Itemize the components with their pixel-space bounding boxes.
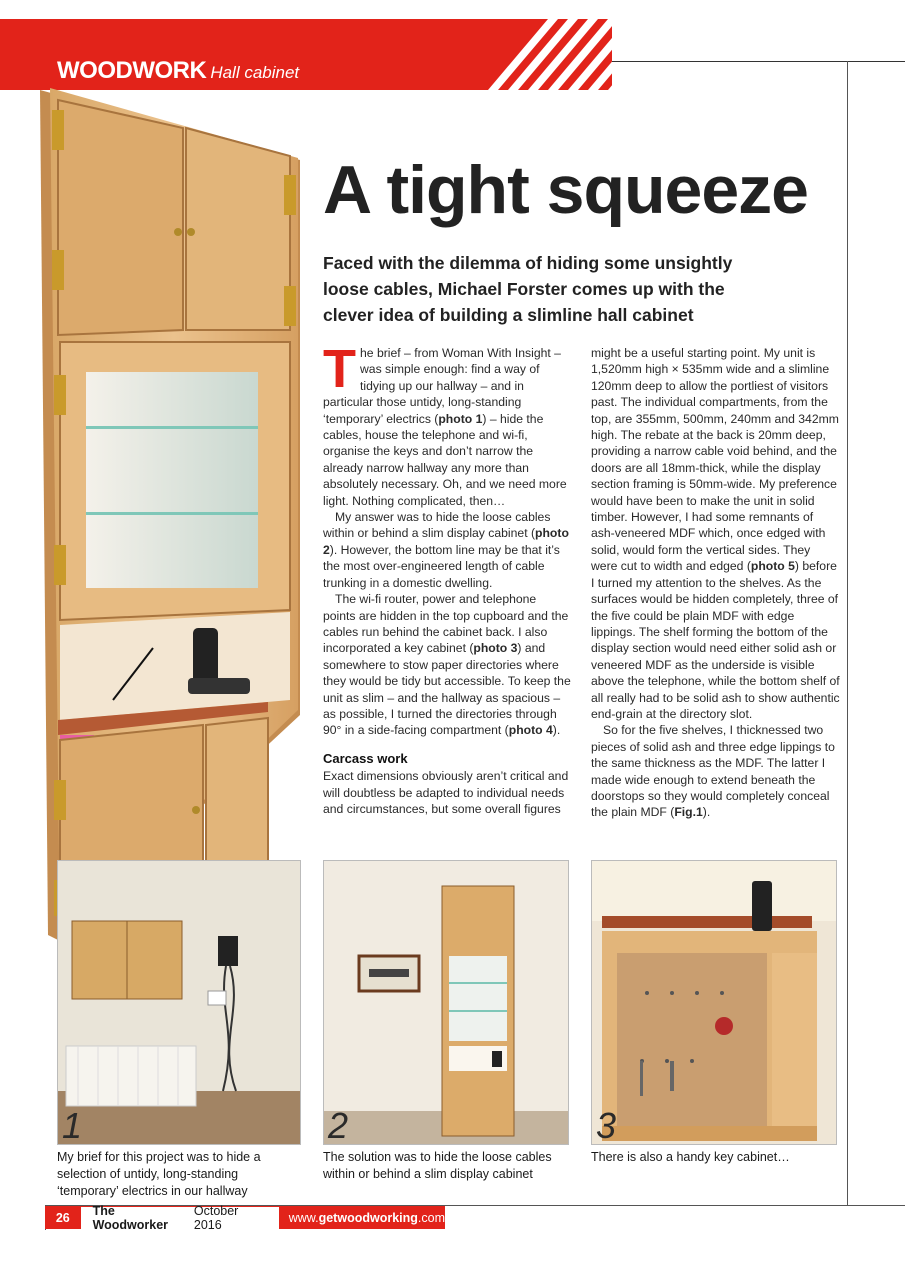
right-margin-rule [847,61,848,1206]
text-run: ). [702,805,711,820]
photo-1-caption: My brief for this project was to hide a selection of untidy, long-standing ‘temporary’ electrics in our hallway [57,1150,261,1198]
photo-reference: photo 4 [508,723,553,738]
photo-reference: photo 1 [438,411,483,426]
article-standfirst: Faced with the dilemma of hiding some unsightly loose cables, Michael Forster comes up with the clever idea of building a slimline hall cabinet [323,253,733,325]
article-title: A tight squeeze [323,152,808,228]
text-run: The wi-fi router, power and telephone points are hidden in the top cupboard and the cables run behind the cabinet back. I also incorporated a key cabinet ( [323,592,569,656]
photo-3-caption: There is also a handy key cabinet… [591,1150,790,1164]
subheading [323,751,571,767]
text-run: he brief – from Woman With Insight – was simple enough: find a way of tidying up our hallway – and in particular those untidy, long-standing ‘temporary’ electrics ( [323,346,561,426]
body-paragraph [323,509,571,591]
website-suffix: .com [417,1210,445,1225]
body-column-1 [323,339,571,817]
magazine-issue: October 2016 [193,1203,239,1232]
body-paragraph [323,591,571,739]
magazine-credit [81,1203,279,1232]
photo-2-image [324,861,569,1145]
photo-reference: photo 3 [473,641,518,656]
photo-2 [323,860,569,1145]
section-label: WOODWORK [57,57,207,84]
subsection-label: Hall cabinet [210,63,300,82]
body-paragraph [323,339,571,509]
photo-3-image [592,861,837,1145]
text-run: ) – hide the cables, house the telephone and wi-fi, organise the keys and don’t narrow the already narrow hallway any more than absolutely necessary. Oh, and we need more light. Nothing complicated, then… [323,411,567,508]
text-run: So for the five shelves, I thicknessed two pieces of solid ash and three edge lippings to the same thickness as the MDF. The latter I made wide enough to extend beneath the doorstops so they would completely conceal the plain MDF ( [591,723,835,820]
body-column-2 [591,345,840,821]
header-rule [612,61,905,62]
body-paragraph [591,345,840,722]
text-run: Exact dimensions obviously aren’t critical and will doubtless be adapted to individual needs and circumstances, but some overall figures [323,769,569,816]
magazine-name: The Woodworker [92,1203,169,1232]
photo-reference: photo 5 [750,559,795,574]
photo-2-number: 2 [328,1105,349,1145]
text-run: might be a useful starting point. My unit is 1,520mm high × 535mm wide and a slimline 120mm deep to allow the portliest of visitors past. The individual compartments, from the top, are 355mm, 500mm, 240mm and 342mm high. The rebate at the back is 20mm deep, providing a narrow cable void behind, and the doors are all 18mm-thick, while the display section framing is 50mm-wide. My preference would have been to make the unit in solid timber. However, I had some remnants of ash-veneered MDF which, once edged with solid, would form the vertical sides. They were cut to width and edged ( [591,346,839,574]
photo-reference: Fig.1 [674,805,703,820]
photo-1-image [58,861,301,1145]
header-stripes [488,19,678,90]
text-run: ) before I turned my attention to the shelves. As the surfaces would be hidden completely, three of the five could be plain MDF with edge lippings. The shelf forming the bottom of the display section would need either solid ash or veneered MDF as the underside is visible above the telephone, while the bottom shelf of all really had to be solid ash to show authentic end-grain at the directory slot. [591,559,840,721]
photo-3-number: 3 [596,1105,617,1145]
drop-cap: T [323,339,356,399]
website-domain: getwoodworking [318,1210,418,1225]
photo-3 [591,860,837,1145]
page-number: 26 [55,1210,70,1225]
text-run: Carcass work [323,750,408,766]
photo-1-number: 1 [62,1105,83,1145]
photo-2-caption: The solution was to hide the loose cables within or behind a slim display cabinet [323,1150,552,1181]
text-run: ). [552,723,561,738]
body-paragraph [591,722,840,820]
website-prefix: www. [288,1210,319,1225]
footer-bar [45,1203,445,1232]
photo-1 [57,860,301,1145]
text-run: My answer was to hide the loose cables within or behind a slim display cabinet ( [323,510,551,541]
text-run: ) and somewhere to stow paper directories where they would be tidy but accessible. To keep the unit as slim – and the hallway as spacious – as possible, I turned the directories through 90° in a side-facing compartment ( [323,641,571,738]
photo-reference: photo 2 [323,526,569,557]
text-run: ). However, the bottom line may be that it’s the most over-engineered length of cable trunking in a domestic dwelling. [323,542,560,590]
cabinet-photo [18,80,313,960]
body-paragraph [323,768,571,817]
website-link[interactable] [279,1211,445,1225]
